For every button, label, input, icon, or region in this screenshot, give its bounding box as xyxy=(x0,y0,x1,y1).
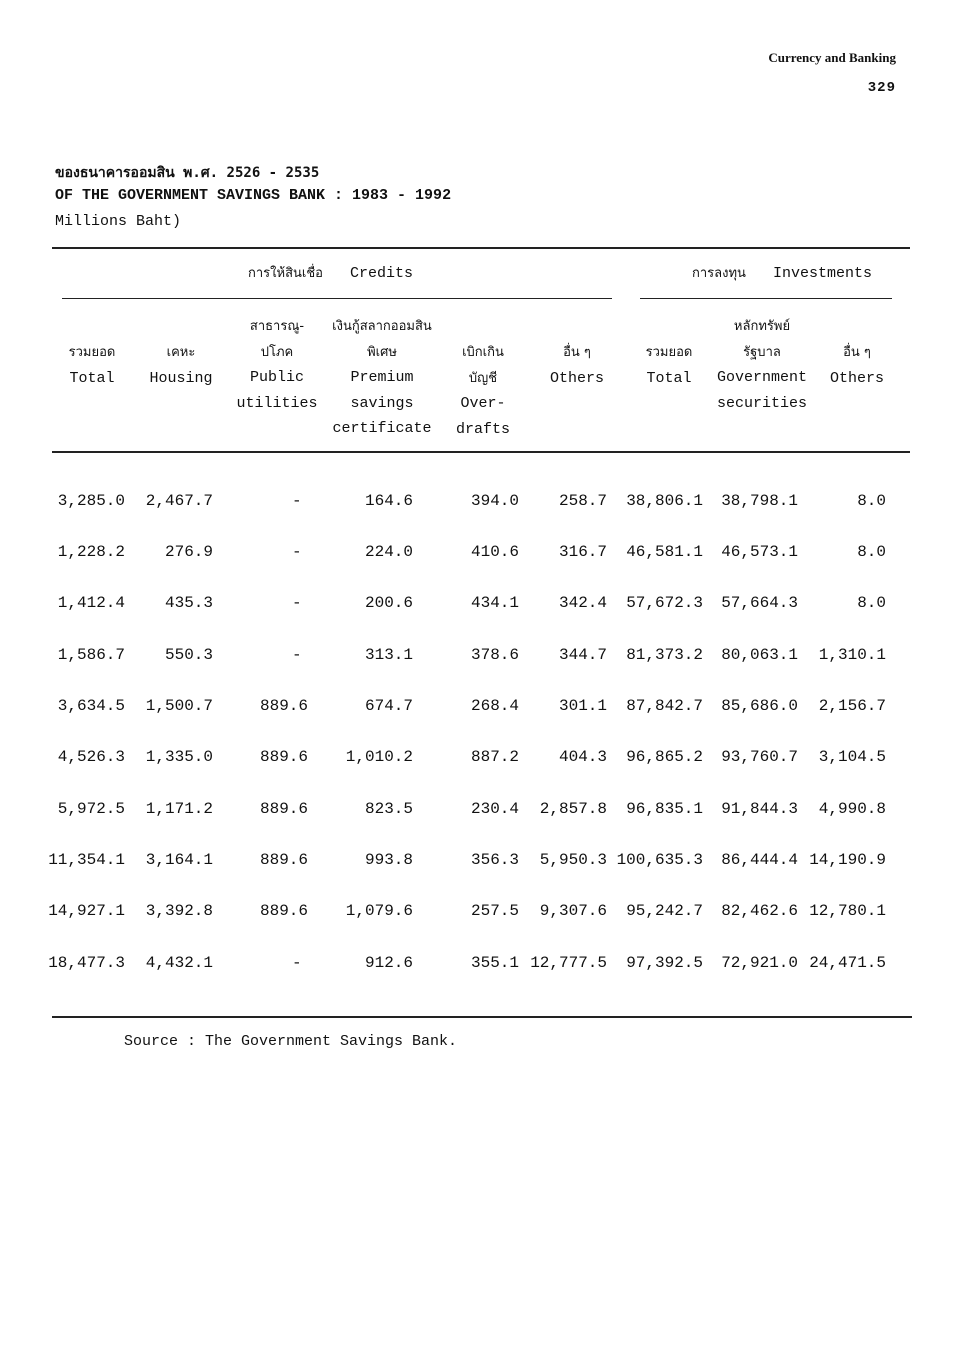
cell-public-utilities: - xyxy=(292,954,302,972)
cell-government-securities: 46,573.1 xyxy=(721,543,798,561)
cell-credit-others: 5,950.3 xyxy=(539,851,607,869)
credits-thai-label: การให้สินเชื่อ xyxy=(248,266,323,281)
cell-public-utilities: - xyxy=(292,646,302,664)
cell-total-investments: 97,392.5 xyxy=(626,954,703,972)
table-row xyxy=(0,902,966,926)
cell-total-credits: 4,526.3 xyxy=(57,748,125,766)
cell-total-investments: 87,842.7 xyxy=(626,697,703,715)
column-header-line: รัฐบาล xyxy=(743,344,781,360)
cell-investment-others: 14,190.9 xyxy=(809,851,886,869)
cell-public-utilities: - xyxy=(292,543,302,561)
column-header-line: Public xyxy=(249,369,304,386)
credits-group-rule xyxy=(62,298,612,299)
cell-government-securities: 38,798.1 xyxy=(721,492,798,510)
cell-overdrafts: 355.1 xyxy=(470,954,519,972)
investments-group-rule xyxy=(640,298,892,299)
cell-housing: 1,335.0 xyxy=(145,748,213,766)
investments-thai-label: การลงทุน xyxy=(692,266,746,281)
cell-overdrafts: 257.5 xyxy=(470,902,519,920)
cell-investment-others: 3,104.5 xyxy=(818,748,886,766)
column-header-line: Total xyxy=(646,369,692,387)
cell-public-utilities: 889.6 xyxy=(259,697,308,715)
cell-government-securities: 85,686.0 xyxy=(721,697,798,715)
column-header-line: พิเศษ xyxy=(367,344,397,360)
cell-investment-others: 24,471.5 xyxy=(809,954,886,972)
column-header-investment-others xyxy=(787,340,927,391)
column-header-line: อื่น ๆ xyxy=(843,345,871,360)
cell-total-credits: 14,927.1 xyxy=(48,902,125,920)
cell-credit-others: 344.7 xyxy=(558,646,607,664)
cell-total-credits: 1,586.7 xyxy=(57,646,125,664)
cell-government-securities: 86,444.4 xyxy=(721,851,798,869)
column-header-line: securities xyxy=(716,394,807,412)
table-row xyxy=(0,748,966,772)
column-header-line: เบิกเกิน xyxy=(462,345,504,360)
cell-total-credits: 18,477.3 xyxy=(48,954,125,972)
table-row xyxy=(0,954,966,978)
cell-total-investments: 95,242.7 xyxy=(626,902,703,920)
column-header-line: Housing xyxy=(149,369,213,387)
cell-premium-savings-certificate: 313.1 xyxy=(364,646,413,664)
column-header-line: Government xyxy=(716,369,807,386)
cell-credit-others: 316.7 xyxy=(558,543,607,561)
cell-government-securities: 82,462.6 xyxy=(721,902,798,920)
cell-overdrafts: 434.1 xyxy=(470,594,519,612)
cell-housing: 4,432.1 xyxy=(145,954,213,972)
column-header-line: Others xyxy=(549,369,604,387)
cell-total-investments: 81,373.2 xyxy=(626,646,703,664)
cell-housing: 1,171.2 xyxy=(145,800,213,818)
column-header-line: อื่น ๆ xyxy=(563,345,591,360)
table-row xyxy=(0,646,966,670)
cell-housing: 1,500.7 xyxy=(145,697,213,715)
cell-government-securities: 57,664.3 xyxy=(721,594,798,612)
column-header-line: รวมยอด xyxy=(68,345,116,360)
cell-public-utilities: - xyxy=(292,492,302,510)
header-bottom-rule xyxy=(52,451,910,453)
table-top-rule xyxy=(52,247,910,249)
cell-total-credits: 5,972.5 xyxy=(57,800,125,818)
cell-government-securities: 93,760.7 xyxy=(721,748,798,766)
column-header-line: เคหะ xyxy=(166,345,196,360)
table-row xyxy=(0,851,966,875)
cell-investment-others: 8.0 xyxy=(857,492,886,510)
source-note: Source : The Government Savings Bank. xyxy=(124,1033,458,1050)
cell-overdrafts: 378.6 xyxy=(470,646,519,664)
cell-premium-savings-certificate: 224.0 xyxy=(364,543,413,561)
column-header-line: certificate xyxy=(332,420,432,437)
cell-housing: 276.9 xyxy=(164,543,213,561)
table-row xyxy=(0,697,966,721)
cell-overdrafts: 394.0 xyxy=(470,492,519,510)
cell-housing: 3,392.8 xyxy=(145,902,213,920)
cell-housing: 3,164.1 xyxy=(145,851,213,869)
cell-housing: 2,467.7 xyxy=(145,492,213,510)
column-header-line: สาธารณู- xyxy=(249,319,305,334)
cell-premium-savings-certificate: 674.7 xyxy=(364,697,413,715)
table-unit: Millions Baht) xyxy=(55,213,182,230)
credits-group-heading xyxy=(248,262,413,283)
cell-investment-others: 1,310.1 xyxy=(818,646,886,664)
cell-total-investments: 57,672.3 xyxy=(626,594,703,612)
cell-credit-others: 301.1 xyxy=(558,697,607,715)
cell-overdrafts: 268.4 xyxy=(470,697,519,715)
column-header-line: บัญชี xyxy=(468,370,498,386)
cell-government-securities: 91,844.3 xyxy=(721,800,798,818)
cell-overdrafts: 230.4 xyxy=(470,800,519,818)
cell-investment-others: 8.0 xyxy=(857,594,886,612)
cell-premium-savings-certificate: 1,010.2 xyxy=(345,748,413,766)
column-header-line: Total xyxy=(69,369,115,387)
cell-credit-others: 2,857.8 xyxy=(539,800,607,818)
table-row xyxy=(0,594,966,618)
cell-premium-savings-certificate: 1,079.6 xyxy=(345,902,413,920)
cell-government-securities: 80,063.1 xyxy=(721,646,798,664)
cell-investment-others: 12,780.1 xyxy=(809,902,886,920)
column-header-line: savings xyxy=(350,394,414,412)
cell-total-credits: 11,354.1 xyxy=(48,851,125,869)
cell-total-investments: 46,581.1 xyxy=(626,543,703,561)
cell-investment-others: 8.0 xyxy=(857,543,886,561)
cell-public-utilities: - xyxy=(292,594,302,612)
cell-credit-others: 12,777.5 xyxy=(530,954,607,972)
table-bottom-rule xyxy=(52,1016,912,1018)
cell-government-securities: 72,921.0 xyxy=(721,954,798,972)
table-row xyxy=(0,800,966,824)
cell-premium-savings-certificate: 993.8 xyxy=(364,851,413,869)
cell-investment-others: 2,156.7 xyxy=(818,697,886,715)
table-title-thai: ของธนาคารออมสิน พ.ศ. 2526 - 2535 xyxy=(55,165,320,181)
investments-group-heading xyxy=(692,262,872,283)
cell-total-credits: 3,285.0 xyxy=(57,492,125,510)
column-header-line: เงินกู้สลากออมสิน xyxy=(332,319,432,334)
cell-premium-savings-certificate: 164.6 xyxy=(364,492,413,510)
column-header-line: Over- xyxy=(460,395,506,412)
cell-public-utilities: 889.6 xyxy=(259,851,308,869)
column-header-line: Others xyxy=(829,369,884,387)
column-header-line: Premium xyxy=(350,369,414,386)
cell-total-credits: 3,634.5 xyxy=(57,697,125,715)
cell-credit-others: 258.7 xyxy=(558,492,607,510)
cell-investment-others: 4,990.8 xyxy=(818,800,886,818)
column-header-line: หลักทรัพย์ xyxy=(733,319,791,334)
investments-english-label: Investments xyxy=(772,265,872,282)
column-header-line: utilities xyxy=(236,394,318,412)
cell-premium-savings-certificate: 823.5 xyxy=(364,800,413,818)
cell-total-investments: 100,635.3 xyxy=(616,851,703,869)
table-title-english: OF THE GOVERNMENT SAVINGS BANK : 1983 - 1992 xyxy=(55,187,452,204)
credits-english-label: Credits xyxy=(349,265,413,282)
cell-total-credits: 1,412.4 xyxy=(57,594,125,612)
cell-credit-others: 404.3 xyxy=(558,748,607,766)
table-row xyxy=(0,543,966,567)
cell-public-utilities: 889.6 xyxy=(259,748,308,766)
column-header-line: รวมยอด xyxy=(645,345,693,360)
table-row xyxy=(0,492,966,516)
cell-premium-savings-certificate: 200.6 xyxy=(364,594,413,612)
cell-overdrafts: 887.2 xyxy=(470,748,519,766)
column-header-line: ปโภค xyxy=(260,344,294,360)
running-title: Currency and Banking xyxy=(768,50,896,65)
cell-total-investments: 96,865.2 xyxy=(626,748,703,766)
cell-overdrafts: 356.3 xyxy=(470,851,519,869)
cell-total-credits: 1,228.2 xyxy=(57,543,125,561)
cell-total-investments: 96,835.1 xyxy=(626,800,703,818)
column-header-line: drafts xyxy=(455,420,510,438)
cell-total-investments: 38,806.1 xyxy=(626,492,703,510)
cell-premium-savings-certificate: 912.6 xyxy=(364,954,413,972)
cell-housing: 435.3 xyxy=(164,594,213,612)
cell-public-utilities: 889.6 xyxy=(259,800,308,818)
cell-housing: 550.3 xyxy=(164,646,213,664)
cell-public-utilities: 889.6 xyxy=(259,902,308,920)
cell-credit-others: 342.4 xyxy=(558,594,607,612)
page-number: 329 xyxy=(867,80,896,96)
cell-overdrafts: 410.6 xyxy=(470,543,519,561)
cell-credit-others: 9,307.6 xyxy=(539,902,607,920)
